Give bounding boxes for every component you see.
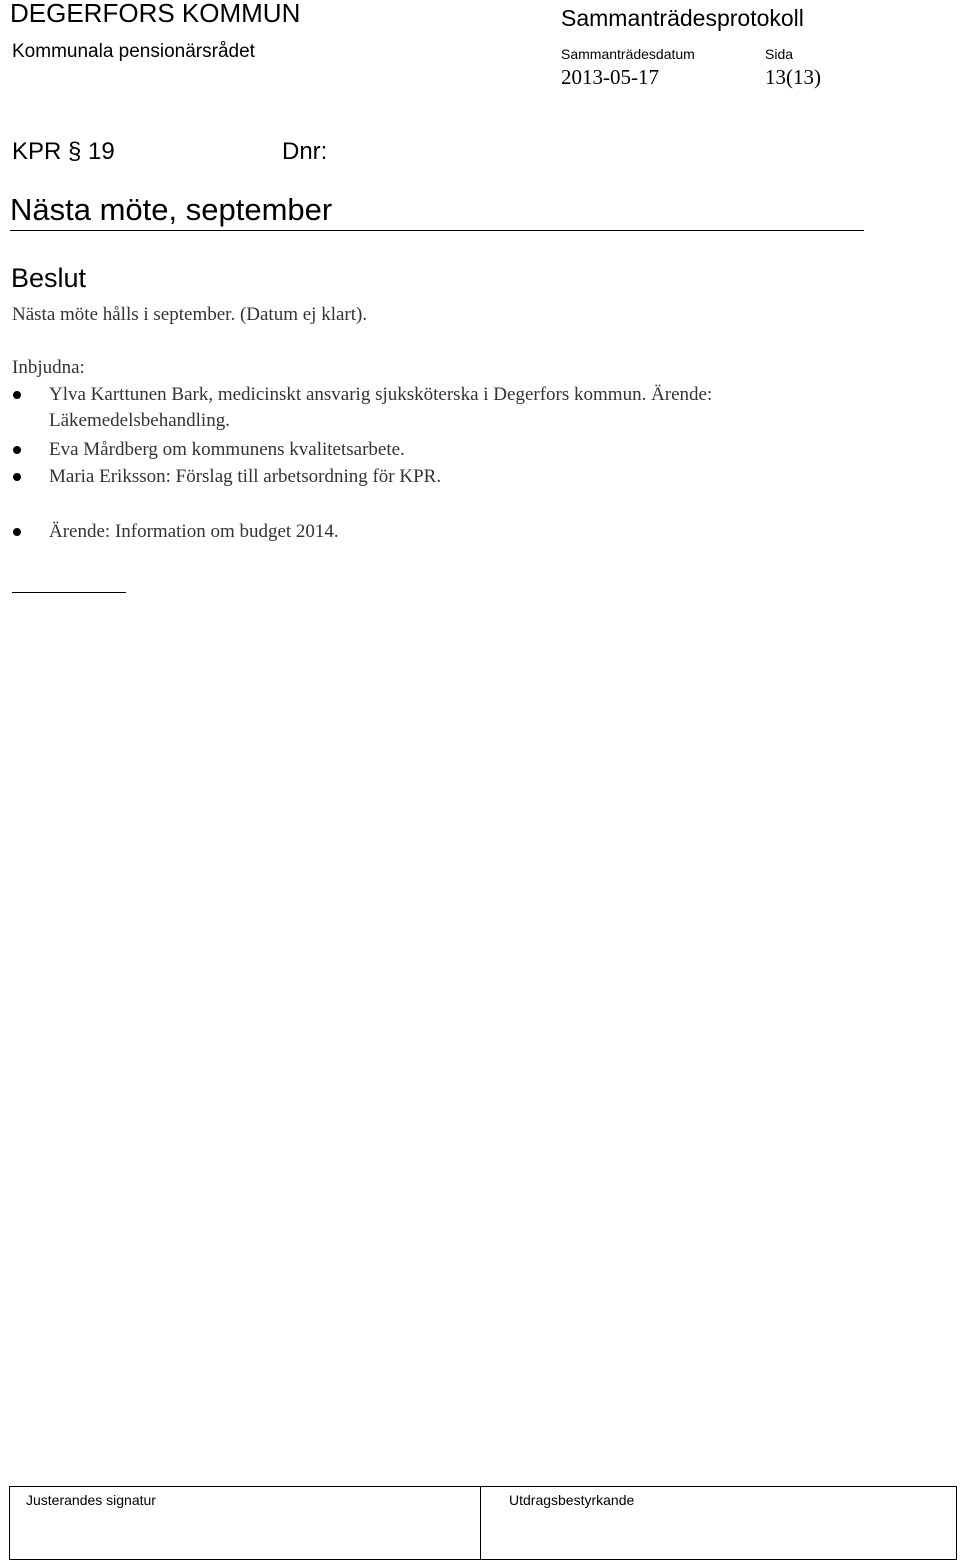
invited-label: Inbjudna: <box>12 357 85 378</box>
section-title: Nästa möte, september <box>10 192 333 227</box>
dnr-label: Dnr: <box>282 138 328 165</box>
list-item-text: Ärende: Information om budget 2014. <box>49 521 339 542</box>
meeting-date-label: Sammanträdesdatum <box>561 46 695 62</box>
bullet-icon <box>13 391 21 399</box>
signature-divider <box>480 1487 481 1559</box>
decision-heading: Beslut <box>11 263 87 293</box>
page-label: Sida <box>765 46 794 62</box>
bullet-icon <box>13 528 21 536</box>
list-item-text-continued: Läkemedelsbehandling. <box>49 410 230 431</box>
extract-certification-label: Utdragsbestyrkande <box>509 1492 635 1508</box>
section-number: KPR § 19 <box>12 138 115 165</box>
council-name: Kommunala pensionärsrådet <box>12 41 255 62</box>
signature-box <box>9 1486 957 1560</box>
end-rule <box>12 592 126 593</box>
list-item-text: Maria Eriksson: Förslag till arbetsordning för KPR. <box>49 466 442 487</box>
list-item-text: Ylva Karttunen Bark, medicinskt ansvarig sjuksköterska i Degerfors kommun. Ärende: <box>49 384 713 405</box>
page-number: 13(13) <box>765 65 821 89</box>
organization-name: DEGERFORS KOMMUN <box>10 0 301 28</box>
title-underline <box>10 230 864 231</box>
document-type: Sammanträdesprotokoll <box>561 5 804 31</box>
list-item-text: Eva Mårdberg om kommunens kvalitetsarbete. <box>49 439 405 460</box>
signature-label: Justerandes signatur <box>26 1492 156 1508</box>
bullet-icon <box>13 473 21 481</box>
bullet-icon <box>13 446 21 454</box>
decision-text: Nästa möte hålls i september. (Datum ej klart). <box>12 304 368 325</box>
meeting-date: 2013-05-17 <box>561 65 659 89</box>
